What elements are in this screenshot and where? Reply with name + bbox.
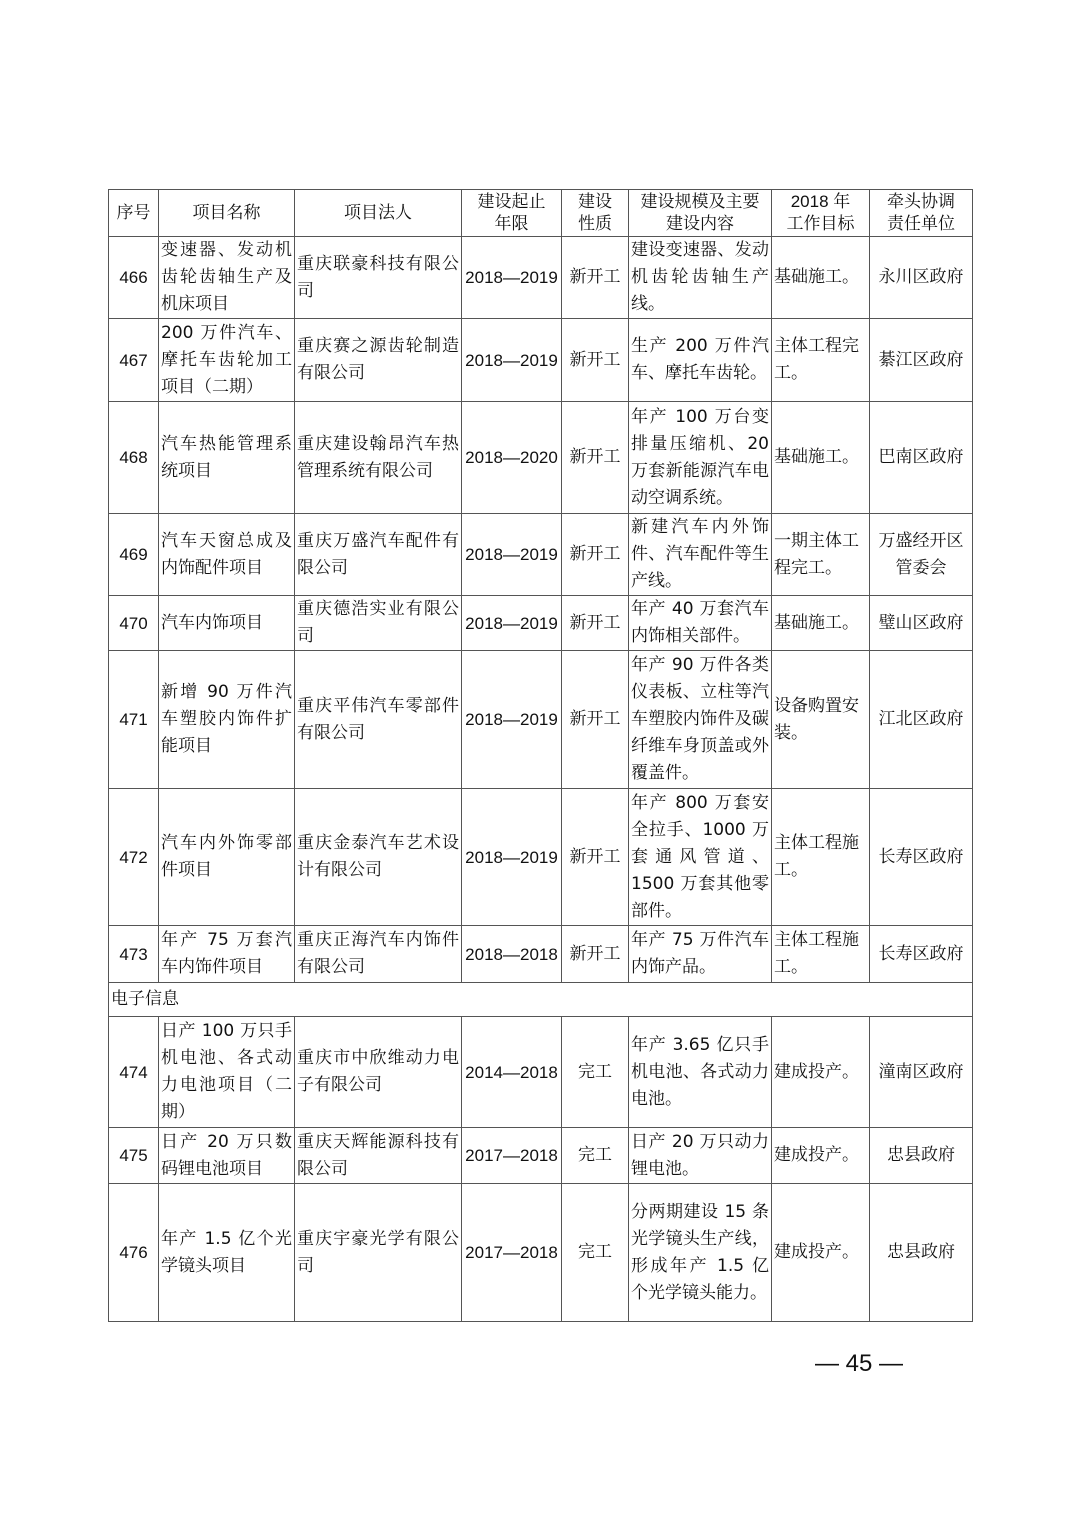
row-goal: 基础施工。 (772, 402, 870, 514)
row-nature: 新开工 (562, 789, 629, 926)
row-unit: 忠县政府 (870, 1128, 973, 1184)
row-nature: 完工 (562, 1017, 629, 1128)
row-scope: 年产 800 万套安全拉手、1000 万套通风管道、1500 万套其他零部件。 (629, 789, 772, 926)
table-row (109, 926, 973, 983)
row-seq: 474 (109, 1017, 159, 1128)
row-scope: 建设变速器、发动机齿轮齿轴生产线。 (629, 237, 772, 319)
row-project-name: 汽车内饰项目 (159, 596, 295, 651)
row-project-owner: 重庆市中欣维动力电子有限公司 (295, 1017, 462, 1128)
row-nature: 新开工 (562, 926, 629, 983)
row-project-name: 日产 20 万只数码锂电池项目 (159, 1128, 295, 1184)
project-table (108, 189, 973, 1322)
row-project-owner: 重庆天辉能源科技有限公司 (295, 1128, 462, 1184)
row-period: 2018—2019 (462, 319, 562, 402)
row-scope: 新建汽车内外饰件、汽车配件等生产线。 (629, 514, 772, 596)
row-unit: 綦江区政府 (870, 319, 973, 402)
row-seq: 473 (109, 926, 159, 983)
row-goal: 基础施工。 (772, 596, 870, 651)
row-period: 2018—2020 (462, 402, 562, 514)
row-unit: 璧山区政府 (870, 596, 973, 651)
header-name: 项目名称 (159, 190, 295, 237)
row-scope: 生产 200 万件汽车、摩托车齿轮。 (629, 319, 772, 402)
row-period: 2017—2018 (462, 1184, 562, 1322)
row-unit: 巴南区政府 (870, 402, 973, 514)
row-goal: 主体工程施工。 (772, 926, 870, 983)
table-row (109, 1128, 973, 1184)
row-period: 2018—2019 (462, 237, 562, 319)
row-project-owner: 重庆正海汽车内饰件有限公司 (295, 926, 462, 983)
row-project-name: 汽车天窗总成及内饰配件项目 (159, 514, 295, 596)
table-row (109, 319, 973, 402)
row-project-name: 年产 75 万套汽车内饰件项目 (159, 926, 295, 983)
row-seq: 467 (109, 319, 159, 402)
row-period: 2018—2019 (462, 514, 562, 596)
row-seq: 472 (109, 789, 159, 926)
row-scope: 年产 75 万件汽车内饰产品。 (629, 926, 772, 983)
row-goal: 建成投产。 (772, 1128, 870, 1184)
row-nature: 新开工 (562, 596, 629, 651)
row-period: 2018—2018 (462, 926, 562, 983)
header-nature: 建设 性质 (562, 190, 629, 237)
row-unit: 永川区政府 (870, 237, 973, 319)
table-row (109, 1184, 973, 1322)
row-nature: 完工 (562, 1184, 629, 1322)
row-seq: 476 (109, 1184, 159, 1322)
header-unit: 牵头协调 责任单位 (870, 190, 973, 237)
row-project-name: 年产 1.5 亿个光学镜头项目 (159, 1184, 295, 1322)
row-project-owner: 重庆宇豪光学有限公司 (295, 1184, 462, 1322)
row-period: 2017—2018 (462, 1128, 562, 1184)
row-nature: 新开工 (562, 402, 629, 514)
row-period: 2018—2019 (462, 651, 562, 789)
table-row (109, 237, 973, 319)
row-period: 2014—2018 (462, 1017, 562, 1128)
row-unit: 潼南区政府 (870, 1017, 973, 1128)
row-scope: 年产 3.65 亿只手机电池、各式动力电池。 (629, 1017, 772, 1128)
row-unit: 长寿区政府 (870, 789, 973, 926)
row-goal: 主体工程施工。 (772, 789, 870, 926)
row-scope: 日产 20 万只动力锂电池。 (629, 1128, 772, 1184)
row-period: 2018—2019 (462, 596, 562, 651)
header-row (109, 190, 973, 237)
row-seq: 471 (109, 651, 159, 789)
row-project-name: 变速器、发动机齿轮齿轴生产及机床项目 (159, 237, 295, 319)
table-row (109, 1017, 973, 1128)
row-scope: 分两期建设 15 条光学镜头生产线，形成年产 1.5 亿个光学镜头能力。 (629, 1184, 772, 1322)
row-scope: 年产 100 万台变排量压缩机、20万套新能源汽车电动空调系统。 (629, 402, 772, 514)
row-project-name: 日产 100 万只手机电池、各式动力电池项目（二期） (159, 1017, 295, 1128)
row-nature: 新开工 (562, 514, 629, 596)
row-goal: 建成投产。 (772, 1184, 870, 1322)
header-owner: 项目法人 (295, 190, 462, 237)
page-number: — 45 — (814, 1350, 904, 1377)
row-project-owner: 重庆赛之源齿轮制造有限公司 (295, 319, 462, 402)
row-project-owner: 重庆德浩实业有限公司 (295, 596, 462, 651)
row-scope: 年产 90 万件各类仪表板、立柱等汽车塑胶内饰件及碳纤维车身顶盖或外覆盖件。 (629, 651, 772, 789)
row-seq: 468 (109, 402, 159, 514)
row-goal: 一期主体工程完工。 (772, 514, 870, 596)
row-project-name: 汽车热能管理系统项目 (159, 402, 295, 514)
table-row (109, 651, 973, 789)
section-row (109, 983, 973, 1017)
row-project-name: 汽车内外饰零部件项目 (159, 789, 295, 926)
row-unit: 江北区政府 (870, 651, 973, 789)
row-nature: 完工 (562, 1128, 629, 1184)
row-project-owner: 重庆建设翰昂汽车热管理系统有限公司 (295, 402, 462, 514)
row-nature: 新开工 (562, 237, 629, 319)
row-nature: 新开工 (562, 319, 629, 402)
header-period: 建设起止 年限 (462, 190, 562, 237)
row-project-owner: 重庆万盛汽车配件有限公司 (295, 514, 462, 596)
header-seq: 序号 (109, 190, 159, 237)
table-row (109, 514, 973, 596)
table-row (109, 402, 973, 514)
row-scope: 年产 40 万套汽车内饰相关部件。 (629, 596, 772, 651)
row-seq: 475 (109, 1128, 159, 1184)
row-seq: 469 (109, 514, 159, 596)
row-project-owner: 重庆联豪科技有限公司 (295, 237, 462, 319)
row-goal: 建成投产。 (772, 1017, 870, 1128)
row-project-owner: 重庆平伟汽车零部件有限公司 (295, 651, 462, 789)
row-seq: 470 (109, 596, 159, 651)
row-unit: 万盛经开区管委会 (870, 514, 973, 596)
header-goal: 2018 年 工作目标 (772, 190, 870, 237)
row-unit: 长寿区政府 (870, 926, 973, 983)
row-nature: 新开工 (562, 651, 629, 789)
section-label: 电子信息 (109, 983, 973, 1017)
table-row (109, 789, 973, 926)
table-row (109, 596, 973, 651)
row-goal: 基础施工。 (772, 237, 870, 319)
row-goal: 主体工程完工。 (772, 319, 870, 402)
header-scope: 建设规模及主要 建设内容 (629, 190, 772, 237)
row-project-name: 200 万件汽车、摩托车齿轮加工项目（二期） (159, 319, 295, 402)
row-goal: 设备购置安装。 (772, 651, 870, 789)
row-seq: 466 (109, 237, 159, 319)
row-project-name: 新增 90 万件汽车塑胶内饰件扩能项目 (159, 651, 295, 789)
row-unit: 忠县政府 (870, 1184, 973, 1322)
row-period: 2018—2019 (462, 789, 562, 926)
row-project-owner: 重庆金泰汽车艺术设计有限公司 (295, 789, 462, 926)
